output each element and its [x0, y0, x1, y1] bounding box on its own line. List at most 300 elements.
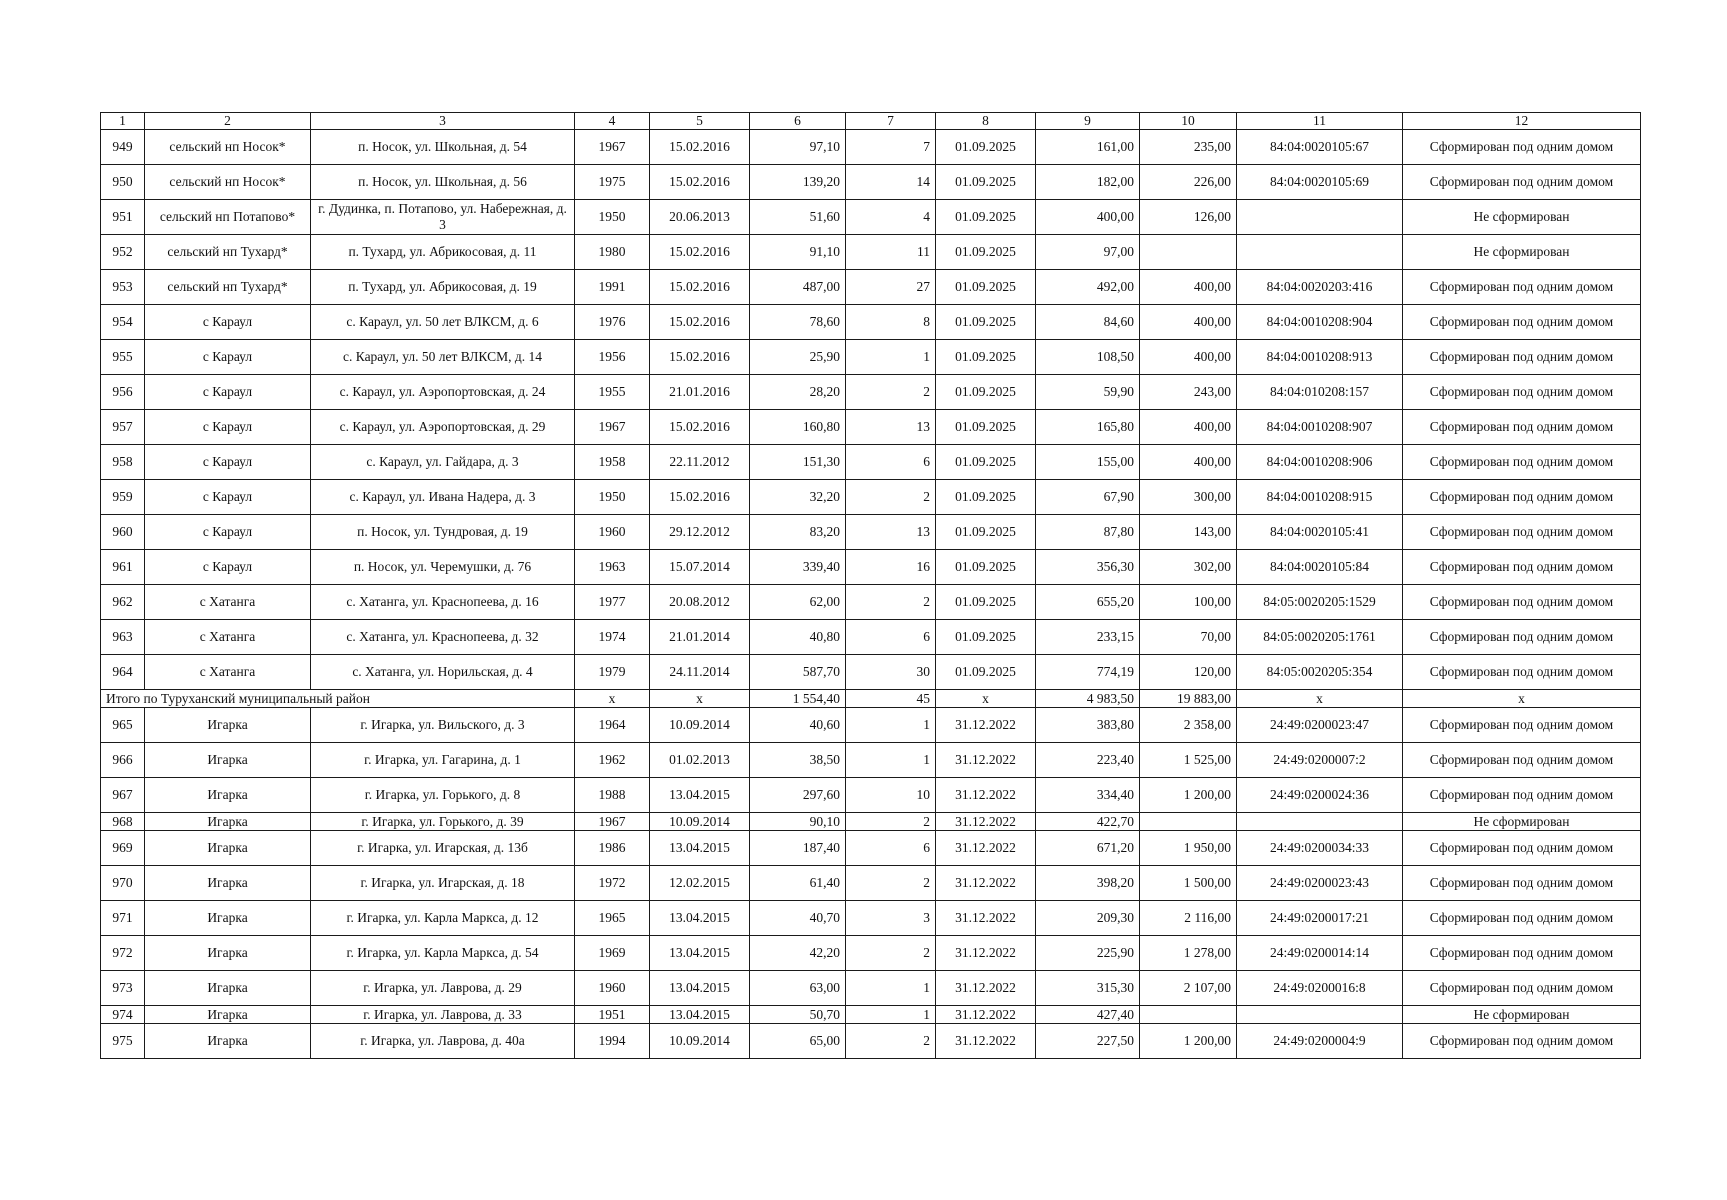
- residents-cell: 2: [846, 480, 936, 515]
- col10-value-cell: 400,00: [1140, 445, 1237, 480]
- settlement-cell: Игарка: [145, 901, 311, 936]
- table-row: [101, 375, 1641, 410]
- table-row: [101, 445, 1641, 480]
- land-area-cell: 774,19: [1036, 655, 1140, 690]
- area-cell: 50,70: [750, 1006, 846, 1024]
- settlement-cell: Игарка: [145, 866, 311, 901]
- table-row: [101, 936, 1641, 971]
- land-area-cell: 356,30: [1036, 550, 1140, 585]
- land-area-cell: 155,00: [1036, 445, 1140, 480]
- settlement-cell: Игарка: [145, 708, 311, 743]
- land-area-cell: 427,40: [1036, 1006, 1140, 1024]
- col10-value-cell: 2 107,00: [1140, 971, 1237, 1006]
- row-number-cell: 954: [101, 305, 145, 340]
- settlement-cell: с Караул: [145, 480, 311, 515]
- cadastral-number-cell: 24:49:0200023:43: [1237, 866, 1403, 901]
- recognition-date-cell: 10.09.2014: [650, 708, 750, 743]
- land-status-cell: Не сформирован: [1403, 1006, 1641, 1024]
- cadastral-number-cell: [1237, 235, 1403, 270]
- area-cell: 51,60: [750, 200, 846, 235]
- total-label: Итого по Туруханский муниципальный район: [101, 690, 575, 708]
- planned-date-cell: 01.09.2025: [936, 655, 1036, 690]
- planned-date-cell: 31.12.2022: [936, 708, 1036, 743]
- settlement-cell: сельский нп Носок*: [145, 130, 311, 165]
- planned-date-cell: 31.12.2022: [936, 866, 1036, 901]
- table-body: [101, 113, 1641, 1059]
- build-year-cell: 1979: [575, 655, 650, 690]
- land-status-cell: Сформирован под одним домом: [1403, 130, 1641, 165]
- column-number-header: 10: [1140, 113, 1237, 130]
- cadastral-number-cell: 24:49:0200017:21: [1237, 901, 1403, 936]
- col10-value-cell: [1140, 1006, 1237, 1024]
- row-number-cell: 953: [101, 270, 145, 305]
- area-cell: 62,00: [750, 585, 846, 620]
- land-status-cell: Сформирован под одним домом: [1403, 655, 1641, 690]
- area-cell: 40,70: [750, 901, 846, 936]
- cadastral-number-cell: 84:04:0020105:41: [1237, 515, 1403, 550]
- row-number-cell: 952: [101, 235, 145, 270]
- settlement-cell: Игарка: [145, 743, 311, 778]
- planned-date-cell: 31.12.2022: [936, 813, 1036, 831]
- row-number-cell: 949: [101, 130, 145, 165]
- cadastral-number-cell: 84:04:010208:157: [1237, 375, 1403, 410]
- area-cell: 91,10: [750, 235, 846, 270]
- residents-cell: 2: [846, 375, 936, 410]
- column-number-header: 5: [650, 113, 750, 130]
- recognition-date-cell: 15.02.2016: [650, 410, 750, 445]
- address-cell: п. Тухард, ул. Абрикосовая, д. 19: [311, 270, 575, 305]
- residents-cell: 16: [846, 550, 936, 585]
- land-status-cell: Сформирован под одним домом: [1403, 585, 1641, 620]
- table-row: [101, 480, 1641, 515]
- area-cell: 339,40: [750, 550, 846, 585]
- total-land-area-cell: 4 983,50: [1036, 690, 1140, 708]
- land-area-cell: 108,50: [1036, 340, 1140, 375]
- planned-date-cell: 01.09.2025: [936, 305, 1036, 340]
- land-status-cell: Сформирован под одним домом: [1403, 620, 1641, 655]
- cadastral-number-cell: 84:04:0020203:416: [1237, 270, 1403, 305]
- planned-date-cell: 01.09.2025: [936, 550, 1036, 585]
- cadastral-number-cell: 84:04:0010208:913: [1237, 340, 1403, 375]
- settlement-cell: Игарка: [145, 1024, 311, 1059]
- recognition-date-cell: 20.06.2013: [650, 200, 750, 235]
- area-cell: 63,00: [750, 971, 846, 1006]
- area-cell: 38,50: [750, 743, 846, 778]
- settlement-cell: с Караул: [145, 550, 311, 585]
- settlement-cell: с Караул: [145, 515, 311, 550]
- settlement-cell: Игарка: [145, 778, 311, 813]
- col10-value-cell: 70,00: [1140, 620, 1237, 655]
- residents-cell: 2: [846, 1024, 936, 1059]
- planned-date-cell: 31.12.2022: [936, 936, 1036, 971]
- recognition-date-cell: 13.04.2015: [650, 971, 750, 1006]
- land-area-cell: 233,15: [1036, 620, 1140, 655]
- land-area-cell: 225,90: [1036, 936, 1140, 971]
- total-status-cell: x: [1403, 690, 1641, 708]
- recognition-date-cell: 15.02.2016: [650, 340, 750, 375]
- column-number-header: 3: [311, 113, 575, 130]
- recognition-date-cell: 13.04.2015: [650, 1006, 750, 1024]
- build-year-cell: 1962: [575, 743, 650, 778]
- land-area-cell: 223,40: [1036, 743, 1140, 778]
- table-row: [101, 901, 1641, 936]
- area-cell: 42,20: [750, 936, 846, 971]
- area-cell: 487,00: [750, 270, 846, 305]
- address-cell: п. Носок, ул. Школьная, д. 54: [311, 130, 575, 165]
- land-status-cell: Сформирован под одним домом: [1403, 375, 1641, 410]
- residents-cell: 1: [846, 708, 936, 743]
- residents-cell: 1: [846, 743, 936, 778]
- column-number-header: 1: [101, 113, 145, 130]
- address-cell: п. Носок, ул. Черемушки, д. 76: [311, 550, 575, 585]
- row-number-cell: 970: [101, 866, 145, 901]
- planned-date-cell: 01.09.2025: [936, 200, 1036, 235]
- address-cell: г. Игарка, ул. Карла Маркса, д. 54: [311, 936, 575, 971]
- col10-value-cell: 2 358,00: [1140, 708, 1237, 743]
- cadastral-number-cell: 24:49:0200007:2: [1237, 743, 1403, 778]
- recognition-date-cell: 21.01.2014: [650, 620, 750, 655]
- land-status-cell: Сформирован под одним домом: [1403, 901, 1641, 936]
- cadastral-number-cell: 24:49:0200034:33: [1237, 831, 1403, 866]
- build-year-cell: 1976: [575, 305, 650, 340]
- row-number-cell: 957: [101, 410, 145, 445]
- area-cell: 40,80: [750, 620, 846, 655]
- land-area-cell: 655,20: [1036, 585, 1140, 620]
- recognition-date-cell: 24.11.2014: [650, 655, 750, 690]
- cadastral-number-cell: 84:04:0010208:904: [1237, 305, 1403, 340]
- area-cell: 151,30: [750, 445, 846, 480]
- recognition-date-cell: 13.04.2015: [650, 936, 750, 971]
- total-year-cell: x: [575, 690, 650, 708]
- land-area-cell: 67,90: [1036, 480, 1140, 515]
- land-area-cell: 165,80: [1036, 410, 1140, 445]
- recognition-date-cell: 15.02.2016: [650, 480, 750, 515]
- residents-cell: 8: [846, 305, 936, 340]
- address-cell: с. Хатанга, ул. Норильская, д. 4: [311, 655, 575, 690]
- area-cell: 25,90: [750, 340, 846, 375]
- table-row: [101, 165, 1641, 200]
- cadastral-number-cell: 84:04:0020105:67: [1237, 130, 1403, 165]
- area-cell: 139,20: [750, 165, 846, 200]
- build-year-cell: 1955: [575, 375, 650, 410]
- row-number-cell: 973: [101, 971, 145, 1006]
- row-number-cell: 971: [101, 901, 145, 936]
- recognition-date-cell: 10.09.2014: [650, 1024, 750, 1059]
- total-cadastral-cell: x: [1237, 690, 1403, 708]
- col10-value-cell: 1 200,00: [1140, 1024, 1237, 1059]
- area-cell: 160,80: [750, 410, 846, 445]
- col10-value-cell: 400,00: [1140, 305, 1237, 340]
- address-cell: с. Караул, ул. 50 лет ВЛКСМ, д. 14: [311, 340, 575, 375]
- cadastral-number-cell: 84:04:0010208:906: [1237, 445, 1403, 480]
- recognition-date-cell: 20.08.2012: [650, 585, 750, 620]
- row-number-cell: 966: [101, 743, 145, 778]
- col10-value-cell: 302,00: [1140, 550, 1237, 585]
- residents-cell: 1: [846, 971, 936, 1006]
- build-year-cell: 1965: [575, 901, 650, 936]
- row-number-cell: 960: [101, 515, 145, 550]
- land-status-cell: Сформирован под одним домом: [1403, 550, 1641, 585]
- col10-value-cell: 126,00: [1140, 200, 1237, 235]
- settlement-cell: с Хатанга: [145, 655, 311, 690]
- recognition-date-cell: 15.02.2016: [650, 305, 750, 340]
- recognition-date-cell: 15.02.2016: [650, 130, 750, 165]
- settlement-cell: с Хатанга: [145, 620, 311, 655]
- address-cell: с. Хатанга, ул. Краснопеева, д. 16: [311, 585, 575, 620]
- land-area-cell: 97,00: [1036, 235, 1140, 270]
- cadastral-number-cell: 84:04:0010208:907: [1237, 410, 1403, 445]
- col10-value-cell: 100,00: [1140, 585, 1237, 620]
- settlement-cell: Игарка: [145, 1006, 311, 1024]
- row-number-cell: 962: [101, 585, 145, 620]
- land-area-cell: 671,20: [1036, 831, 1140, 866]
- build-year-cell: 1963: [575, 550, 650, 585]
- address-cell: с. Караул, ул. Аэропортовская, д. 29: [311, 410, 575, 445]
- row-number-cell: 955: [101, 340, 145, 375]
- residents-cell: 27: [846, 270, 936, 305]
- settlement-cell: с Караул: [145, 305, 311, 340]
- area-cell: 61,40: [750, 866, 846, 901]
- address-cell: п. Носок, ул. Тундровая, д. 19: [311, 515, 575, 550]
- planned-date-cell: 01.09.2025: [936, 340, 1036, 375]
- planned-date-cell: 31.12.2022: [936, 743, 1036, 778]
- table-row: [101, 866, 1641, 901]
- land-status-cell: Сформирован под одним домом: [1403, 936, 1641, 971]
- land-status-cell: Не сформирован: [1403, 813, 1641, 831]
- land-area-cell: 161,00: [1036, 130, 1140, 165]
- area-cell: 32,20: [750, 480, 846, 515]
- address-cell: г. Игарка, ул. Лаврова, д. 33: [311, 1006, 575, 1024]
- col10-value-cell: 1 525,00: [1140, 743, 1237, 778]
- build-year-cell: 1950: [575, 200, 650, 235]
- build-year-cell: 1974: [575, 620, 650, 655]
- land-area-cell: 383,80: [1036, 708, 1140, 743]
- area-cell: 28,20: [750, 375, 846, 410]
- row-number-cell: 964: [101, 655, 145, 690]
- address-cell: п. Тухард, ул. Абрикосовая, д. 11: [311, 235, 575, 270]
- table-row: [101, 778, 1641, 813]
- settlement-cell: с Караул: [145, 340, 311, 375]
- land-status-cell: Сформирован под одним домом: [1403, 480, 1641, 515]
- residents-cell: 14: [846, 165, 936, 200]
- planned-date-cell: 31.12.2022: [936, 901, 1036, 936]
- table-row: [101, 620, 1641, 655]
- land-status-cell: Сформирован под одним домом: [1403, 1024, 1641, 1059]
- column-number-header: 8: [936, 113, 1036, 130]
- col10-value-cell: 226,00: [1140, 165, 1237, 200]
- total-area-cell: 1 554,40: [750, 690, 846, 708]
- col10-value-cell: 235,00: [1140, 130, 1237, 165]
- build-year-cell: 1956: [575, 340, 650, 375]
- planned-date-cell: 01.09.2025: [936, 445, 1036, 480]
- area-cell: 97,10: [750, 130, 846, 165]
- address-cell: с. Караул, ул. 50 лет ВЛКСМ, д. 6: [311, 305, 575, 340]
- table-row: [101, 340, 1641, 375]
- cadastral-number-cell: 24:49:0200024:36: [1237, 778, 1403, 813]
- build-year-cell: 1967: [575, 410, 650, 445]
- cadastral-number-cell: 84:05:0020205:1761: [1237, 620, 1403, 655]
- residents-cell: 2: [846, 585, 936, 620]
- address-cell: г. Игарка, ул. Игарская, д. 18: [311, 866, 575, 901]
- cadastral-number-cell: 24:49:0200016:8: [1237, 971, 1403, 1006]
- residents-cell: 2: [846, 866, 936, 901]
- land-status-cell: Сформирован под одним домом: [1403, 831, 1641, 866]
- table-row: [101, 130, 1641, 165]
- land-status-cell: Сформирован под одним домом: [1403, 165, 1641, 200]
- column-number-header-row: [101, 113, 1641, 130]
- row-number-cell: 956: [101, 375, 145, 410]
- table-row: [101, 708, 1641, 743]
- address-cell: г. Игарка, ул. Горького, д. 8: [311, 778, 575, 813]
- col10-value-cell: 143,00: [1140, 515, 1237, 550]
- build-year-cell: 1967: [575, 813, 650, 831]
- planned-date-cell: 31.12.2022: [936, 778, 1036, 813]
- address-cell: г. Игарка, ул. Гагарина, д. 1: [311, 743, 575, 778]
- area-cell: 587,70: [750, 655, 846, 690]
- build-year-cell: 1986: [575, 831, 650, 866]
- land-status-cell: Сформирован под одним домом: [1403, 270, 1641, 305]
- land-status-cell: Сформирован под одним домом: [1403, 708, 1641, 743]
- build-year-cell: 1975: [575, 165, 650, 200]
- address-cell: г. Игарка, ул. Карла Маркса, д. 12: [311, 901, 575, 936]
- build-year-cell: 1950: [575, 480, 650, 515]
- total-planned-date-cell: x: [936, 690, 1036, 708]
- planned-date-cell: 01.09.2025: [936, 165, 1036, 200]
- recognition-date-cell: 15.02.2016: [650, 235, 750, 270]
- settlement-cell: сельский нп Тухард*: [145, 270, 311, 305]
- col10-value-cell: 400,00: [1140, 270, 1237, 305]
- residents-cell: 10: [846, 778, 936, 813]
- land-status-cell: Сформирован под одним домом: [1403, 778, 1641, 813]
- recognition-date-cell: 15.07.2014: [650, 550, 750, 585]
- land-area-cell: 84,60: [1036, 305, 1140, 340]
- build-year-cell: 1972: [575, 866, 650, 901]
- planned-date-cell: 31.12.2022: [936, 831, 1036, 866]
- land-area-cell: 398,20: [1036, 866, 1140, 901]
- total-row: [101, 690, 1641, 708]
- table-row: [101, 550, 1641, 585]
- row-number-cell: 961: [101, 550, 145, 585]
- row-number-cell: 969: [101, 831, 145, 866]
- residents-cell: 6: [846, 445, 936, 480]
- settlement-cell: Игарка: [145, 971, 311, 1006]
- recognition-date-cell: 29.12.2012: [650, 515, 750, 550]
- residents-cell: 13: [846, 410, 936, 445]
- residents-cell: 3: [846, 901, 936, 936]
- table-row: [101, 585, 1641, 620]
- settlement-cell: с Караул: [145, 375, 311, 410]
- row-number-cell: 951: [101, 200, 145, 235]
- column-number-header: 11: [1237, 113, 1403, 130]
- build-year-cell: 1951: [575, 1006, 650, 1024]
- table-row: [101, 971, 1641, 1006]
- area-cell: 187,40: [750, 831, 846, 866]
- build-year-cell: 1960: [575, 515, 650, 550]
- area-cell: 297,60: [750, 778, 846, 813]
- build-year-cell: 1967: [575, 130, 650, 165]
- build-year-cell: 1969: [575, 936, 650, 971]
- address-cell: г. Игарка, ул. Лаврова, д. 40а: [311, 1024, 575, 1059]
- settlement-cell: с Хатанга: [145, 585, 311, 620]
- recognition-date-cell: 13.04.2015: [650, 831, 750, 866]
- land-status-cell: Сформирован под одним домом: [1403, 305, 1641, 340]
- build-year-cell: 1977: [575, 585, 650, 620]
- settlement-cell: сельский нп Потапово*: [145, 200, 311, 235]
- col10-value-cell: [1140, 235, 1237, 270]
- address-cell: с. Караул, ул. Ивана Надера, д. 3: [311, 480, 575, 515]
- address-cell: с. Караул, ул. Аэропортовская, д. 24: [311, 375, 575, 410]
- recognition-date-cell: 15.02.2016: [650, 165, 750, 200]
- col10-value-cell: 243,00: [1140, 375, 1237, 410]
- col10-value-cell: 120,00: [1140, 655, 1237, 690]
- land-area-cell: 315,30: [1036, 971, 1140, 1006]
- land-area-cell: 334,40: [1036, 778, 1140, 813]
- area-cell: 90,10: [750, 813, 846, 831]
- land-area-cell: 59,90: [1036, 375, 1140, 410]
- table-row: [101, 655, 1641, 690]
- land-status-cell: Сформирован под одним домом: [1403, 743, 1641, 778]
- planned-date-cell: 01.09.2025: [936, 235, 1036, 270]
- cadastral-number-cell: 24:49:0200023:47: [1237, 708, 1403, 743]
- col10-value-cell: 1 500,00: [1140, 866, 1237, 901]
- land-status-cell: Сформирован под одним домом: [1403, 866, 1641, 901]
- table-row: [101, 743, 1641, 778]
- row-number-cell: 972: [101, 936, 145, 971]
- address-cell: г. Дудинка, п. Потапово, ул. Набережная, д. 3: [311, 200, 575, 235]
- row-number-cell: 958: [101, 445, 145, 480]
- cadastral-number-cell: 84:04:0020105:69: [1237, 165, 1403, 200]
- area-cell: 78,60: [750, 305, 846, 340]
- planned-date-cell: 01.09.2025: [936, 410, 1036, 445]
- residents-cell: 1: [846, 1006, 936, 1024]
- address-cell: г. Игарка, ул. Лаврова, д. 29: [311, 971, 575, 1006]
- col10-value-cell: 1 278,00: [1140, 936, 1237, 971]
- land-status-cell: Сформирован под одним домом: [1403, 445, 1641, 480]
- total-date-cell: x: [650, 690, 750, 708]
- cadastral-number-cell: 24:49:0200004:9: [1237, 1024, 1403, 1059]
- col10-value-cell: 1 200,00: [1140, 778, 1237, 813]
- planned-date-cell: 01.09.2025: [936, 585, 1036, 620]
- column-number-header: 2: [145, 113, 311, 130]
- address-cell: с. Караул, ул. Гайдара, д. 3: [311, 445, 575, 480]
- row-number-cell: 965: [101, 708, 145, 743]
- area-cell: 83,20: [750, 515, 846, 550]
- planned-date-cell: 31.12.2022: [936, 1006, 1036, 1024]
- table-row: [101, 305, 1641, 340]
- land-status-cell: Сформирован под одним домом: [1403, 515, 1641, 550]
- housing-register-table: [100, 112, 1641, 1059]
- address-cell: г. Игарка, ул. Вильского, д. 3: [311, 708, 575, 743]
- recognition-date-cell: 10.09.2014: [650, 813, 750, 831]
- row-number-cell: 967: [101, 778, 145, 813]
- planned-date-cell: 01.09.2025: [936, 270, 1036, 305]
- col10-value-cell: 400,00: [1140, 410, 1237, 445]
- table-row: [101, 813, 1641, 831]
- residents-cell: 4: [846, 200, 936, 235]
- planned-date-cell: 01.09.2025: [936, 620, 1036, 655]
- residents-cell: 11: [846, 235, 936, 270]
- table-row: [101, 235, 1641, 270]
- planned-date-cell: 31.12.2022: [936, 1024, 1036, 1059]
- table-row: [101, 1024, 1641, 1059]
- col10-value-cell: [1140, 813, 1237, 831]
- recognition-date-cell: 22.11.2012: [650, 445, 750, 480]
- table-row: [101, 270, 1641, 305]
- land-area-cell: 422,70: [1036, 813, 1140, 831]
- residents-cell: 7: [846, 130, 936, 165]
- col10-value-cell: 400,00: [1140, 340, 1237, 375]
- build-year-cell: 1994: [575, 1024, 650, 1059]
